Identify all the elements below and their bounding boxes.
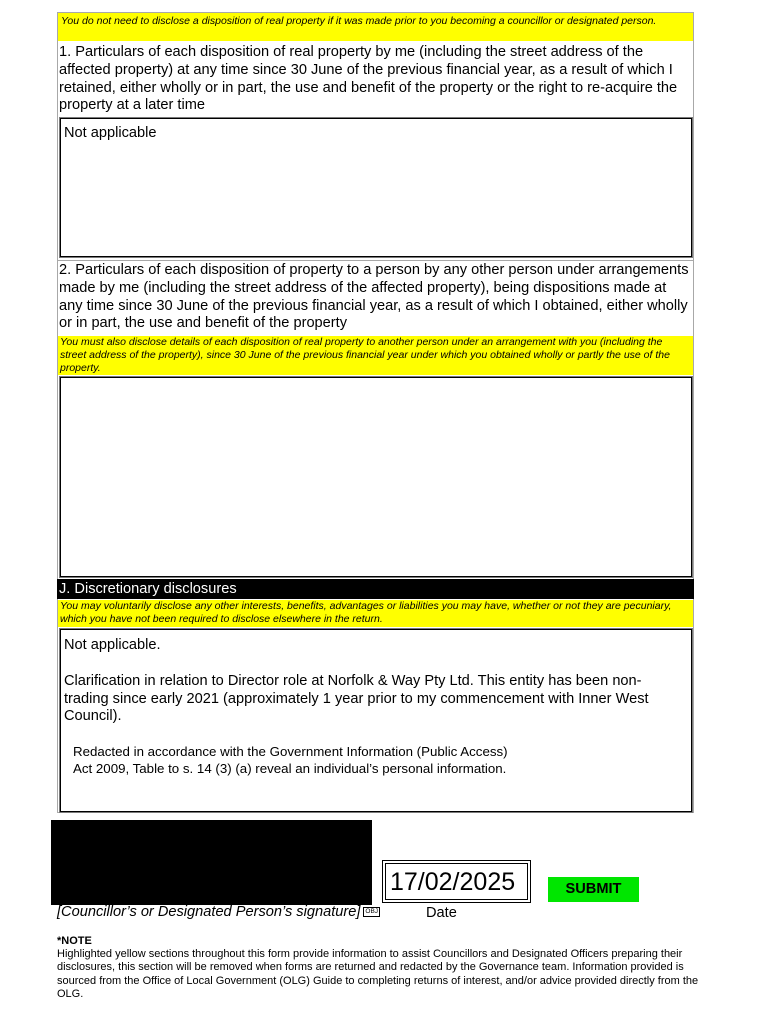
date-label: Date: [426, 905, 457, 921]
question-2-text: 2. Particulars of each disposition of property to a person by any other person under arrangements made by me (including the street address of the affected property), being dispositions made at any time since 30 June of the previous financial year, as a result of which I obtained, either wholly or in part, the use and benefit of the property: [59, 262, 689, 332]
discretionary-answer-field[interactable]: [59, 628, 693, 813]
footer-note-title: *NOTE: [57, 935, 92, 947]
obj-placeholder-icon: OBJ: [365, 908, 379, 915]
section-j-note: You may voluntarily disclose any other interests, benefits, advantages or liabilities you may have, whether or not they are pecuniary, which you have not been required to disclose elsewhere in the return.: [58, 600, 693, 627]
section-j-heading: [57, 579, 694, 599]
question-1-answer-text: Not applicable: [64, 125, 157, 141]
date-value: 17/02/2025: [390, 868, 516, 896]
submit-button-label: SUBMIT: [565, 881, 622, 897]
redaction-note: Redacted in accordance with the Government Information (Public Access) Act 2009, Table to s. 14 (3) (a) reveal an individual’s personal information.: [73, 744, 508, 776]
question-1-answer-field[interactable]: [59, 117, 693, 258]
signature-caption: [57, 904, 380, 920]
signature-redaction-block: [51, 820, 372, 905]
signature-caption-text: [Councillor’s or Designated Person’s signature]: [57, 904, 361, 920]
question-1-text: 1. Particulars of each disposition of real property by me (including the street address of the affected property) at any time since 30 June of the previous financial year, as a result of which I retained, either wholly or in part, the use and benefit of the property or the right to re-acquire the property at a later time: [59, 44, 678, 114]
discretionary-answer-paragraph: Clarification in relation to Director role at Norfolk & Way Pty Ltd. This entity has been non-trading since early 2021 (approximately 1 year prior to my commencement with Inner West Council).: [64, 672, 649, 725]
section-j-heading-text: J. Discretionary disclosures: [59, 581, 237, 597]
footer-note-body: Highlighted yellow sections throughout this form provide information to assist Councillors and Designated Officers preparing their disclosures, this section will be removed when forms are returned and redacted by the Governance team. Information provided is sourced from the Office of Local Government (OLG) Guide to completing returns of interest, and/or advice provided directly from the OLG.: [57, 948, 699, 1000]
question-2-note: You must also disclose details of each disposition of real property to another person under an arrangement with you (including the street address of the property), since 30 June of the previous financial year under which you obtained wholly or partly the use of the property.: [58, 336, 693, 375]
discretionary-answer-line1: Not applicable.: [64, 637, 161, 653]
question-2-answer-field[interactable]: [59, 376, 693, 578]
disposition-note-top: You do not need to disclose a disposition of real property if it was made prior to you becoming a councillor or designated person.: [58, 13, 693, 41]
submit-button[interactable]: [548, 877, 639, 902]
divider: [57, 260, 694, 261]
date-field[interactable]: [382, 860, 531, 903]
